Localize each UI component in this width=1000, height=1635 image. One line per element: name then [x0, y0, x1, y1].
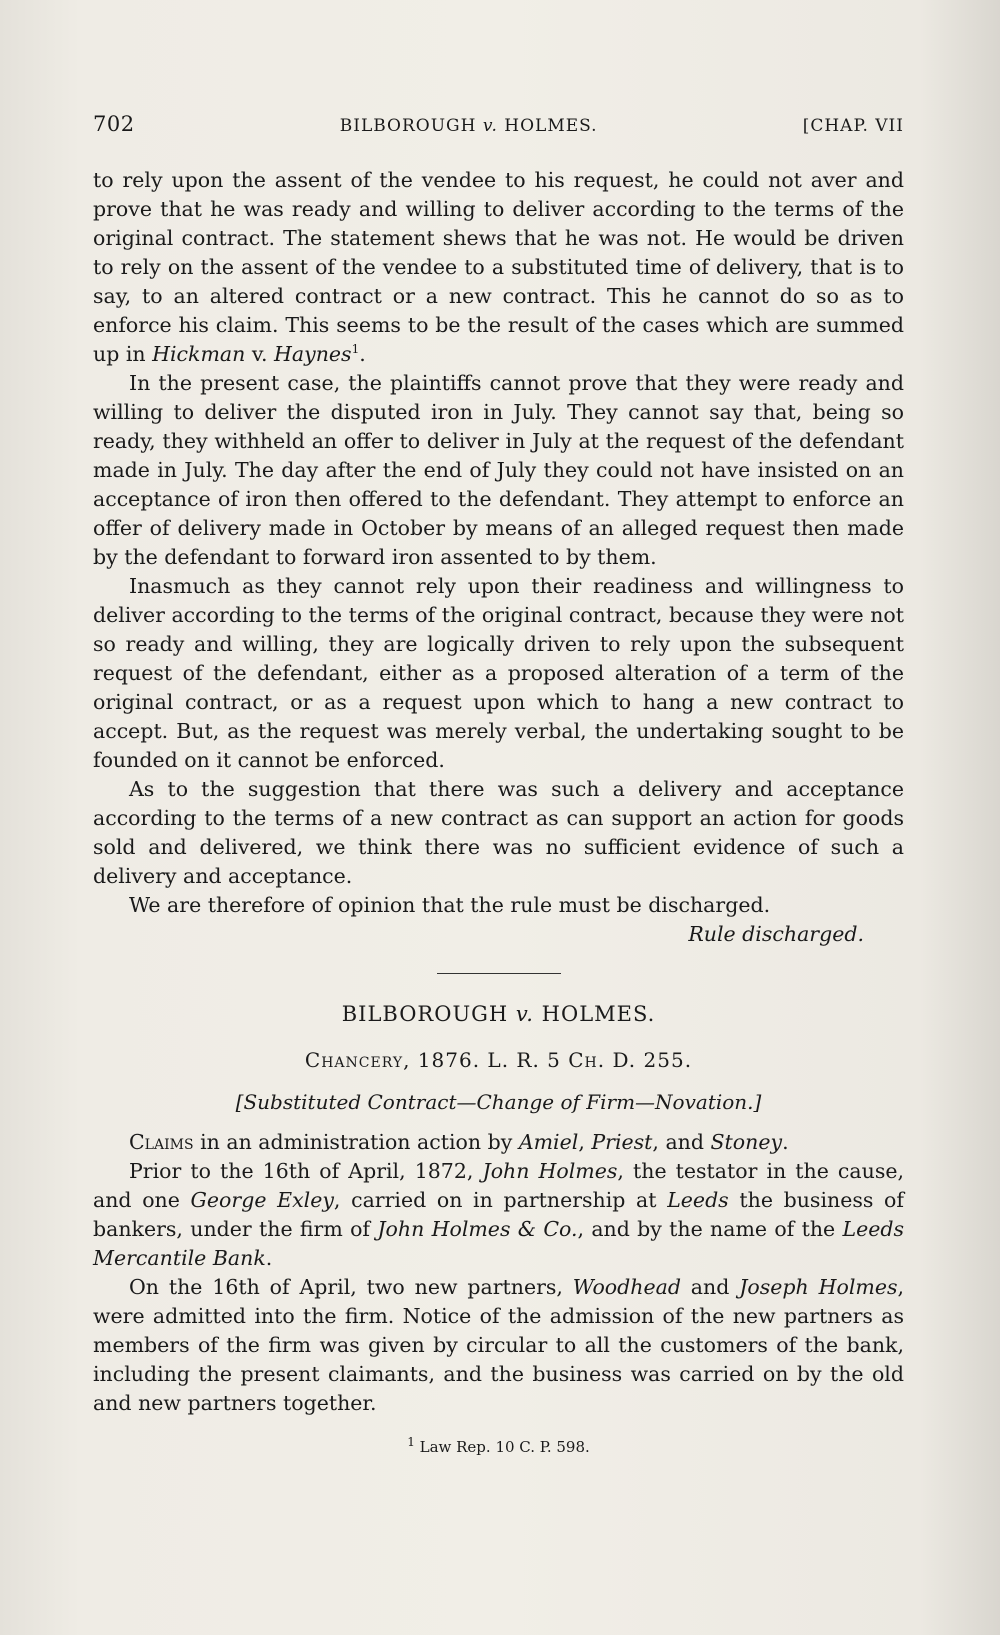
section-divider: [437, 973, 561, 974]
paragraph-3: Inasmuch as they cannot rely upon their readiness and willingness to deliver according to the terms of the original contract, because they were not so ready and willing, they are logically driven to rely upon the subsequent request of the defendant, either as a proposed alteration of a term of the original contract, or as a request upon which to hang a new contract to accept. But, as the request was merely verbal, the undertaking sought to be founded on it cannot be enforced.: [93, 574, 904, 772]
case-headnote: [Substituted Contract—Change of Firm—Novation.]: [235, 1090, 762, 1114]
running-head: [93, 112, 904, 136]
footnote-mark: 1: [407, 1435, 415, 1449]
paragraph-1: to rely upon the assent of the vendee to his request, he could not aver and prove that he was ready and willing to deliver according to the terms of the original contract. The statement shews that he was not. He would be driven to rely on the assent of the vendee to a substituted time of delivery, that is to say, to an altered contract or a new contract. This he cannot do so as to enforce his claim. This seems to be the result of the cases which are summed up in Hickman v. Haynes$^1$.: [93, 168, 904, 366]
paragraph-2: In the present case, the plaintiffs cannot prove that they were ready and willing to deliver the disputed iron in July. They cannot say that, being so ready, they withheld an offer to deliver in July at the request of the defendant made in July. The day after the end of July they could not have insisted on an acceptance of iron then offered to the defendant. They attempt to enforce an offer of delivery made in October by means of an alleged request then made by the defendant to forward iron assented to by them.: [93, 371, 904, 569]
chapter-label: [CHAP. VII: [802, 116, 904, 136]
result-line: Rule discharged.: [688, 922, 864, 946]
paragraph-6: Claims in an administration action by Amiel, Priest, and Stoney.: [129, 1130, 789, 1154]
case-citation: Chancery, 1876. L. R. 5 Ch. D. 255.: [304, 1048, 693, 1072]
running-title: BILBOROUGH v. HOLMES.: [339, 116, 598, 136]
paragraph-8: On the 16th of April, two new partners, Woodhead and Joseph Holmes, were admitted into the firm. Notice of the admission of the new partners as members of the firm was given by circular to all the customers of the bank, including the present claimants, and the business was carried on by the old and new partners together.: [93, 1275, 905, 1415]
paragraph-7: Prior to the 16th of April, 1872, John Holmes, the testator in the cause, and one George Exley, carried on in partnership at Leeds the business of bankers, under the firm of John Holmes & Co., and by the name of the Leeds Mercantile Bank.: [93, 1159, 905, 1270]
footnote-ref: 1: [351, 342, 360, 357]
footnote: $^1$ Law Rep. 10 C. P. 598.: [407, 1435, 590, 1456]
paragraph-5: We are therefore of opinion that the rule must be discharged.: [129, 893, 771, 917]
paragraph-4: As to the suggestion that there was such a delivery and acceptance according to the terms of a new contract as can support an action for goods sold and delivered, we think there was no sufficient evidence of such a delivery and acceptance.: [93, 777, 904, 888]
case-title: BILBOROUGH v. HOLMES.: [341, 1002, 656, 1026]
page-number: 702: [93, 112, 135, 136]
